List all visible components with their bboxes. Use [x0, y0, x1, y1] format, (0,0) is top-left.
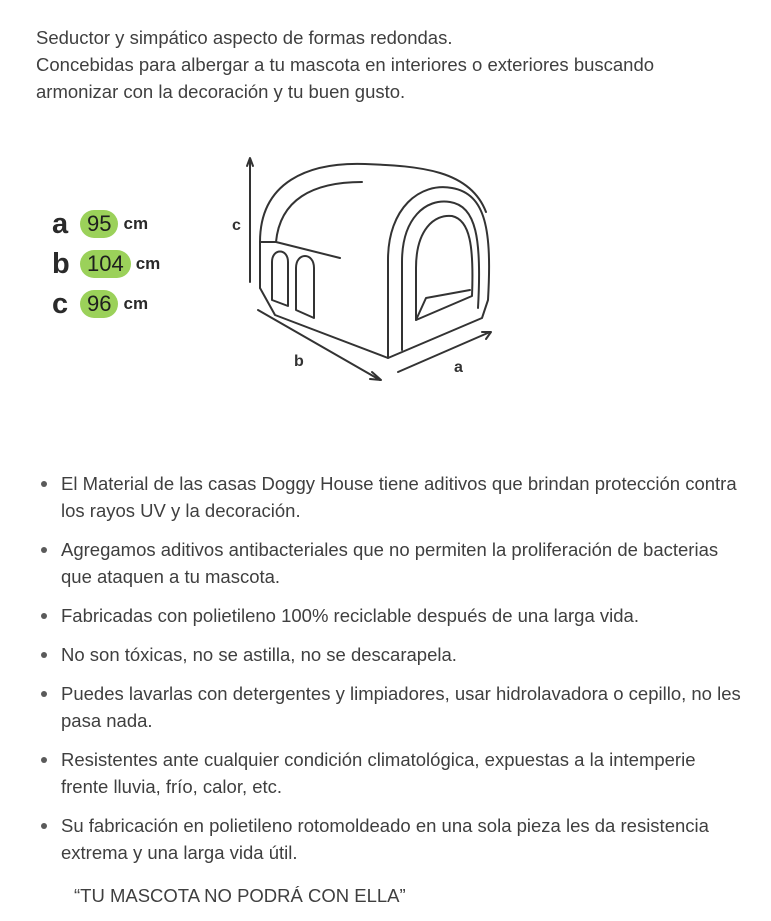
dimension-unit: cm	[123, 214, 149, 233]
dimension-letter: b	[52, 248, 70, 280]
dimensions-legend	[52, 204, 160, 324]
intro-line-2: Concebidas para albergar a tu mascota en interiores o exteriores buscando armonizar con la decoración y tu buen gusto.	[36, 54, 655, 102]
bullet-icon	[41, 481, 47, 487]
bullet-icon	[41, 547, 47, 553]
dimension-value: 96	[80, 290, 118, 318]
dog-house-diagram	[220, 150, 500, 390]
house-roof-inner	[276, 182, 362, 242]
dimension-c	[52, 284, 160, 324]
dimension-value: 95	[80, 210, 118, 238]
label-a: a	[454, 359, 463, 376]
list-item	[36, 536, 746, 590]
feature-text: Su fabricación en polietileno rotomoldeado en una sola pieza les da resistencia extrema y una larga vida útil.	[61, 815, 709, 863]
intro-line-1: Seductor y simpático aspecto de formas redondas.	[36, 27, 453, 48]
window-right	[296, 256, 314, 318]
list-item	[36, 680, 746, 734]
bullet-icon	[41, 691, 47, 697]
dimension-line-a	[398, 332, 490, 372]
list-item	[36, 602, 746, 629]
dimension-a	[52, 204, 160, 244]
feature-list	[36, 470, 746, 878]
dimension-value: 104	[80, 250, 131, 278]
feature-text: Resistentes ante cualquier condición climatológica, expuestas a la intemperie frente lluvia, frío, calor, etc.	[61, 749, 696, 797]
feature-text: Puedes lavarlas con detergentes y limpiadores, usar hidrolavadora o cepillo, no les pasa nada.	[61, 683, 741, 731]
door-opening	[416, 216, 472, 320]
feature-text: Agregamos aditivos antibacteriales que no permiten la proliferación de bacterias que ataquen a tu mascota.	[61, 539, 719, 587]
intro-text	[36, 24, 736, 105]
label-b: b	[294, 353, 304, 370]
feature-text: Fabricadas con polietileno 100% reciclable después de una larga vida.	[61, 605, 639, 626]
house-front-inner	[402, 202, 479, 351]
list-item	[36, 812, 746, 866]
feature-text: No son tóxicas, no se astilla, no se descarapela.	[61, 644, 457, 665]
list-item	[36, 746, 746, 800]
feature-text: El Material de las casas Doggy House tiene aditivos que brindan protección contra los rayos UV y la decoración.	[61, 473, 737, 521]
list-item	[36, 470, 746, 524]
bullet-icon	[41, 652, 47, 658]
slogan: “TU MASCOTA NO PODRÁ CON ELLA”	[74, 885, 406, 906]
house-roof-outline	[260, 164, 486, 288]
bullet-icon	[41, 613, 47, 619]
dimension-letter: c	[52, 288, 69, 320]
dimension-line-b	[258, 310, 380, 380]
label-c: c	[232, 217, 241, 234]
dimension-b	[52, 244, 160, 284]
window-left	[272, 252, 288, 307]
bullet-icon	[41, 757, 47, 763]
bullet-icon	[41, 823, 47, 829]
house-front-face	[388, 187, 489, 358]
house-side-top	[260, 242, 340, 258]
dimension-unit: cm	[135, 254, 161, 273]
dimension-letter: a	[52, 208, 69, 240]
dimension-unit: cm	[123, 294, 149, 313]
list-item	[36, 641, 746, 668]
